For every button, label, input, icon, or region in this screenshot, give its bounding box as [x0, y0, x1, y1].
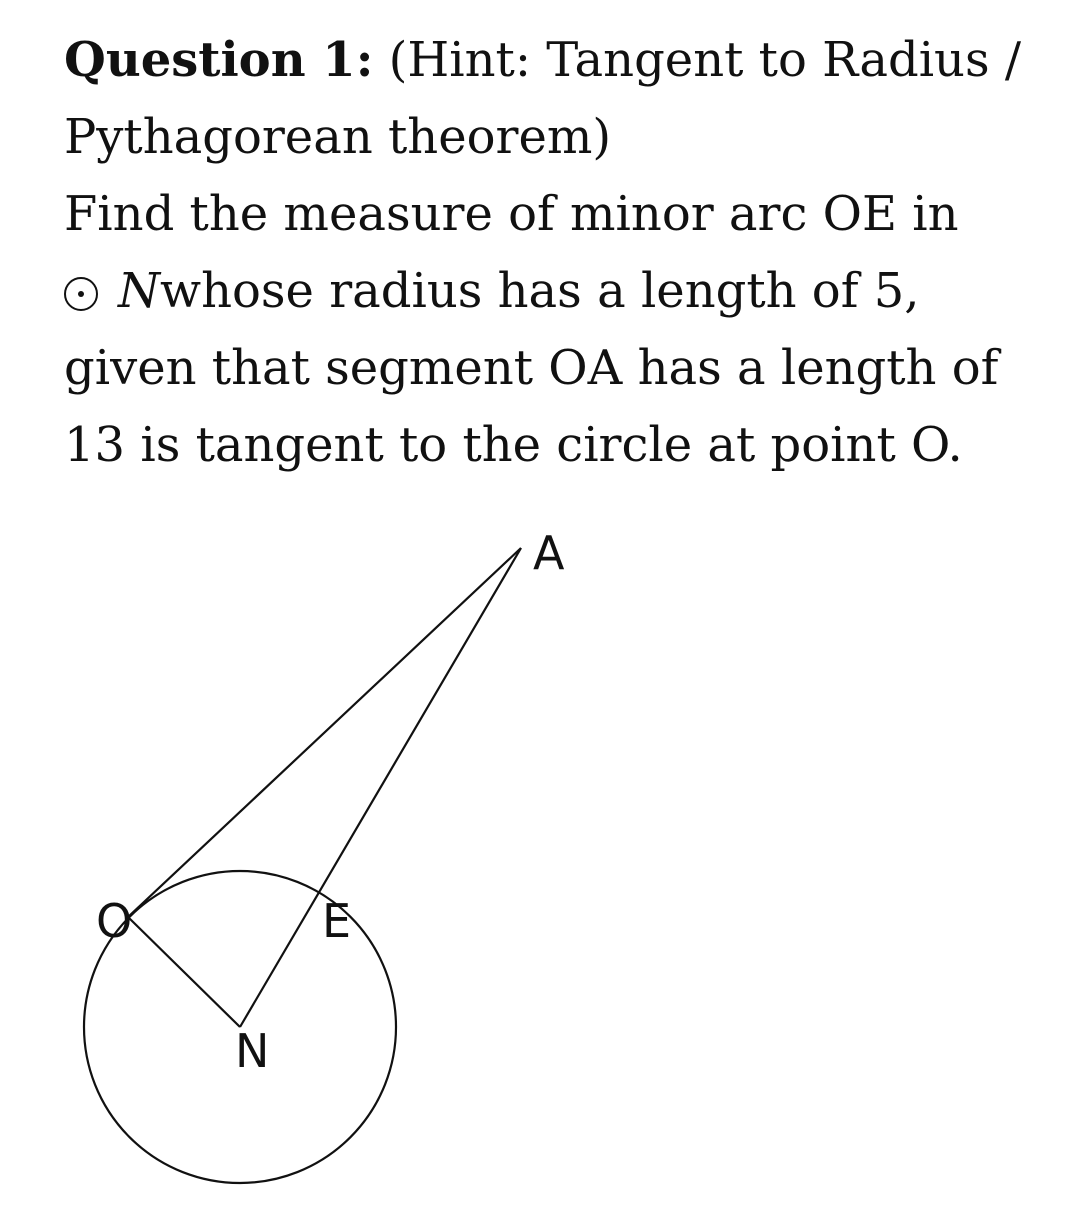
point-label-n: N	[235, 1024, 270, 1078]
question-body-rest: whose radius has a length of 5, given that segment OA has a length of 13 is tangent to the circle at point O.	[64, 263, 999, 473]
segment-na	[240, 548, 521, 1027]
point-label-e: E	[322, 894, 352, 948]
question-body-line1: Find the measure of minor arc OE in	[64, 186, 959, 242]
point-label-o: O	[96, 894, 133, 948]
tangent-segment-oa	[128, 548, 521, 917]
point-label-a: A	[533, 526, 565, 580]
circle-name: N	[118, 263, 160, 319]
question-label: Question 1:	[64, 32, 374, 88]
figure-shapes	[84, 548, 521, 1183]
radius-no	[128, 917, 240, 1027]
question-hint: (Hint: Tangent to Radius / Pythagorean theorem)	[64, 32, 1022, 165]
